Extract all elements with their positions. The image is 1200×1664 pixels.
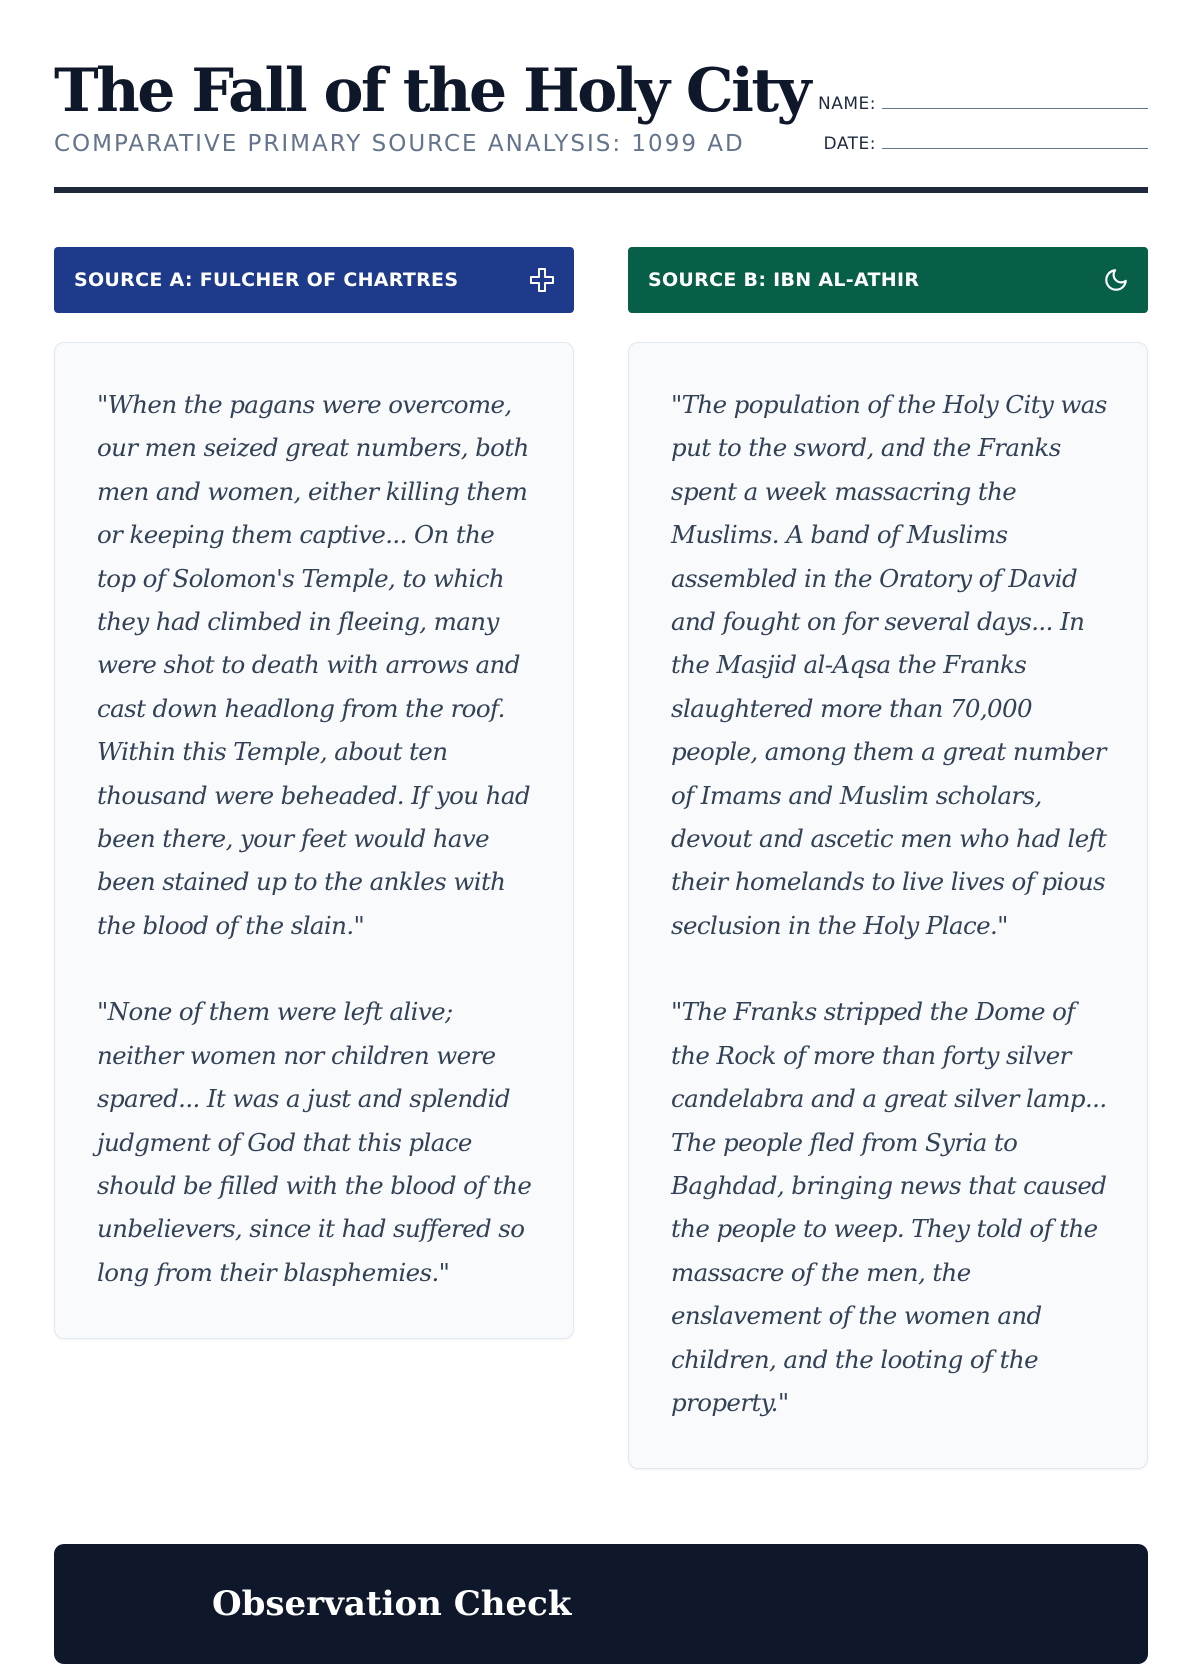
crescent-moon-icon <box>1102 266 1130 294</box>
header-divider <box>54 187 1148 193</box>
observation-check-title: Observation Check <box>212 1584 572 1624</box>
observation-check-panel <box>54 1544 1148 1664</box>
source-a-card <box>54 342 574 1339</box>
date-label: DATE: <box>823 134 876 154</box>
cross-icon <box>528 266 556 294</box>
source-b-title: SOURCE B: IBN AL-ATHIR <box>648 269 920 291</box>
worksheet-header <box>54 54 1148 194</box>
source-a-quote-2: "None of them were left alive; neither women nor children were spared... It was a just and splendid judgment of God that this place should be filled with the blood of the unbelievers, since it had suffered so long from their blasphemies." <box>97 997 532 1287</box>
name-label: NAME: <box>818 94 876 114</box>
source-a-column <box>54 247 574 1339</box>
name-line[interactable] <box>882 108 1148 109</box>
date-line[interactable] <box>882 148 1148 149</box>
source-a-header <box>54 247 574 313</box>
source-a-quote-1: "When the pagans were overcome, our men seized great numbers, both men and women, either killing them or keeping them captive... On the top of Solomon's Temple, to which they had climbed in fleeing, many were shot to death with arrows and cast down headlong from the roof. Within this Temple, about ten thousand were beheaded. If you had been there, your feet would have been stained up to the ankles with the blood of the slain." <box>97 390 530 940</box>
source-b-header <box>628 247 1148 313</box>
name-field[interactable] <box>818 94 1148 114</box>
source-b-quote-2: "The Franks stripped the Dome of the Rock of more than forty silver candelabra and a great silver lamp... The people fled from Syria to Baghdad, bringing news that caused the people to weep. They told of the massacre of the men, the enslavement of the women and children, and the looting of the property." <box>671 997 1107 1417</box>
date-field[interactable] <box>824 134 1148 154</box>
source-a-title: SOURCE A: FULCHER OF CHARTRES <box>74 269 459 291</box>
page-subtitle: COMPARATIVE PRIMARY SOURCE ANALYSIS: 1099 AD <box>54 131 745 157</box>
source-b-column <box>628 247 1148 1469</box>
source-b-quote-1: "The population of the Holy City was put to the sword, and the Franks spent a week massacring the Muslims. A band of Muslims assembled in the Oratory of David and fought on for several days... In the Masjid al-Aqsa the Franks slaughtered more than 70,000 people, among them a great number of Imams and Muslim scholars, devout and ascetic men who had left their homelands to live lives of pious seclusion in the Holy Place." <box>671 390 1107 940</box>
page-title: The Fall of the Holy City <box>54 56 809 126</box>
source-b-card <box>628 342 1148 1469</box>
